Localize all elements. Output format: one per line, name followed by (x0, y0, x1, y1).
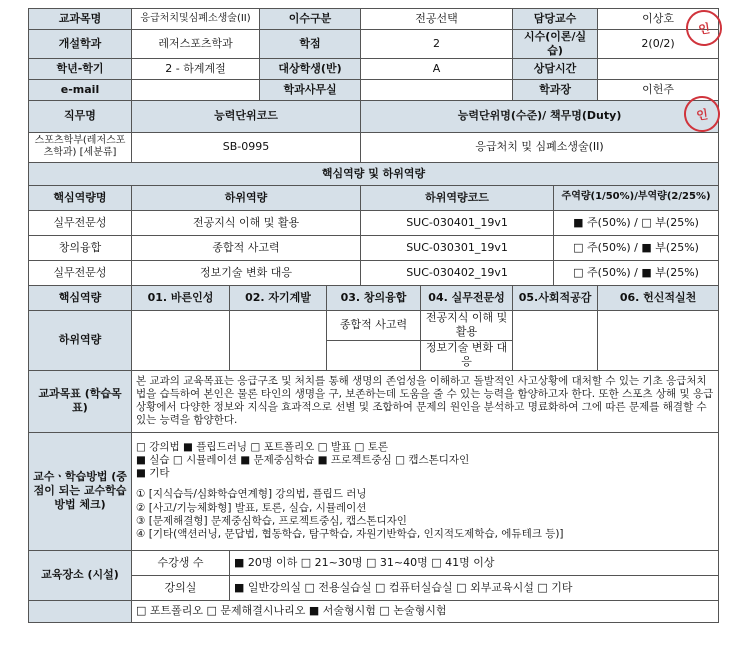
sub-cell-2 (230, 310, 327, 370)
method-line-3: ■ 기타 (136, 467, 170, 480)
course-value: 응급처치및심폐소생술(II) (132, 9, 260, 30)
professor-value: 이상호 (598, 9, 719, 30)
competency-header-code: 하위역량코드 (361, 185, 554, 210)
info-row-4 (29, 79, 719, 100)
duty-header: 직무명 (29, 100, 132, 132)
competency-code: SUC-030402_19v1 (361, 260, 554, 285)
competency-section-title: 핵심역량 및 하위역량 (29, 162, 719, 185)
core-header-row (29, 285, 719, 310)
syllabus-table (28, 8, 719, 623)
competency-sub: 종합적 사고력 (132, 235, 361, 260)
competency-sub: 전공지식 이해 및 활용 (132, 210, 361, 235)
competency-row (29, 260, 719, 285)
eval-label (29, 600, 132, 622)
core-col-2: 02. 자기계발 (230, 285, 327, 310)
year-label: 학년-학기 (29, 58, 132, 79)
office-value (361, 79, 513, 100)
goal-row (29, 370, 719, 432)
sub-cell-3: 종합적 사고력 (327, 310, 421, 340)
room-label: 강의실 (132, 575, 230, 600)
sub-row-1 (29, 310, 719, 340)
dept-head-seal: 인 (682, 94, 723, 135)
head-value: 이헌주 (598, 79, 719, 100)
competency-main-sub: □ 주(50%) / ■ 부(25%) (554, 235, 719, 260)
method-note-3: ③ [문제해결형] 문제중심학습, 프로젝트중심, 캡스톤디자인 (136, 514, 407, 527)
method-content (132, 432, 719, 550)
sub-cell-4a: 전공지식 이해 및 활용 (421, 310, 513, 340)
competency-core: 실무전문성 (29, 210, 132, 235)
competency-main-sub: ■ 주(50%) / □ 부(25%) (554, 210, 719, 235)
sub-cell-5 (513, 310, 598, 370)
credit-value: 2 (361, 30, 513, 59)
duty-value: 스포츠학부(레저스포츠학과) [세분류] (29, 132, 132, 162)
core-col-4: 04. 실무전문성 (421, 285, 513, 310)
competency-code: SUC-030401_19v1 (361, 210, 554, 235)
core-col-3: 03. 창의융합 (327, 285, 421, 310)
eval-row (29, 600, 719, 622)
email-label: e-mail (29, 79, 132, 100)
hours-label: 시수(이론/실습) (513, 30, 598, 59)
sub-cell-4b: 정보기술 변화 대응 (421, 340, 513, 370)
core-label: 핵심역량 (29, 285, 132, 310)
unit-header: 능력단위명(수준)/ 책무명(Duty) (361, 100, 719, 132)
method-note-4: ④ [기타(액션러닝, 문답법, 협동학습, 탐구학습, 자원기반학습, 인지적도제학습, 에듀테크 등)] (136, 527, 564, 540)
competency-main-sub: □ 주(50%) / ■ 부(25%) (554, 260, 719, 285)
sub-cell-3b (327, 340, 421, 370)
room-options: ■ 일반강의실 □ 전용실습실 □ 컴퓨터실습실 □ 외부교육시설 □ 기타 (230, 575, 719, 600)
hours-value: 2(0/2) (598, 30, 719, 59)
dept-value: 레저스포츠학과 (132, 30, 260, 59)
professor-label: 담당교수 (513, 9, 598, 30)
method-label: 교수ㆍ학습방법 (중점이 되는 교수학습 방법 체크) (29, 432, 132, 550)
place-label: 교육장소 (시설) (29, 550, 132, 600)
info-row-3 (29, 58, 719, 79)
competency-header-row (29, 185, 719, 210)
code-header: 능력단위코드 (132, 100, 361, 132)
method-line-2: ■ 실습 □ 시뮬레이션 ■ 문제중심학습 ■ 프로젝트중심 □ 캡스톤디자인 (136, 454, 470, 467)
target-label: 대상학생(반) (260, 58, 361, 79)
competency-header-sub: 하위역량 (132, 185, 361, 210)
core-col-1: 01. 바른인성 (132, 285, 230, 310)
size-label: 수강생 수 (132, 550, 230, 575)
goal-label: 교과목표 (학습목표) (29, 370, 132, 432)
eval-options: □ 포트폴리오 □ 문제해결시나리오 ■ 서술형시험 □ 논술형시험 (132, 600, 719, 622)
email-value (132, 79, 260, 100)
sub-label: 하위역량 (29, 310, 132, 370)
duty-header-row (29, 100, 719, 132)
type-value: 전공선택 (361, 9, 513, 30)
goal-text: 본 교과의 교육목표는 응급구조 및 처치를 통해 생명의 존엄성을 이해하고 돌발적인 사고상황에 대처할 수 있는 기초 응급처치법을 습득하여 본인은 물론 타인의 생명을 구, 보존하는데 도움을 줄 수 있는 능력을 함양하고자 한다. 또한 스포츠 상해 및 응급상황에서 다양한 정보와 지식을 효과적으로 선별 및 조합하여 문제의 원인을 분석하고 명료화하여 그에 따른 문제를 해결할 수 있는 능력을 함양한다. (132, 370, 719, 432)
dept-label: 개설학과 (29, 30, 132, 59)
office-label: 학과사무실 (260, 79, 361, 100)
target-value: A (361, 58, 513, 79)
method-row (29, 432, 719, 550)
year-value: 2 - 하계계절 (132, 58, 260, 79)
unit-value: 응급처치 및 심폐소생술(II) (361, 132, 719, 162)
competency-header-main: 주역량(1/50%)/부역량(2/25%) (554, 185, 719, 210)
course-label: 교과목명 (29, 9, 132, 30)
sub-cell-1 (132, 310, 230, 370)
duty-row (29, 132, 719, 162)
competency-core: 실무전문성 (29, 260, 132, 285)
competency-code: SUC-030301_19v1 (361, 235, 554, 260)
competency-header-core: 핵심역량명 (29, 185, 132, 210)
syllabus-document (28, 8, 718, 623)
competency-title-row (29, 162, 719, 185)
consult-value (598, 58, 719, 79)
info-row-2 (29, 30, 719, 59)
credit-label: 학점 (260, 30, 361, 59)
competency-core: 창의융합 (29, 235, 132, 260)
sub-cell-6 (598, 310, 719, 370)
method-note-2: ② [사고/기능체화형] 발표, 토론, 실습, 시뮬레이션 (136, 501, 367, 514)
size-options: ■ 20명 이하 □ 21~30명 □ 31~40명 □ 41명 이상 (230, 550, 719, 575)
type-label: 이수구분 (260, 9, 361, 30)
method-note-1: ① [지식습득/심화학습연계형] 강의법, 플립드 러닝 (136, 488, 367, 501)
head-label: 학과장 (513, 79, 598, 100)
core-col-6: 06. 헌신적실천 (598, 285, 719, 310)
core-col-5: 05.사회적공감 (513, 285, 598, 310)
professor-seal: 인 (684, 8, 725, 49)
method-line-1: □ 강의법 ■ 플립드러닝 □ 포트폴리오 □ 발표 □ 토론 (136, 441, 389, 454)
place-row-1 (29, 550, 719, 575)
competency-row (29, 235, 719, 260)
consult-label: 상담시간 (513, 58, 598, 79)
competency-row (29, 210, 719, 235)
competency-sub: 정보기술 변화 대응 (132, 260, 361, 285)
code-value: SB-0995 (132, 132, 361, 162)
place-row-2 (29, 575, 719, 600)
info-row-1 (29, 9, 719, 30)
